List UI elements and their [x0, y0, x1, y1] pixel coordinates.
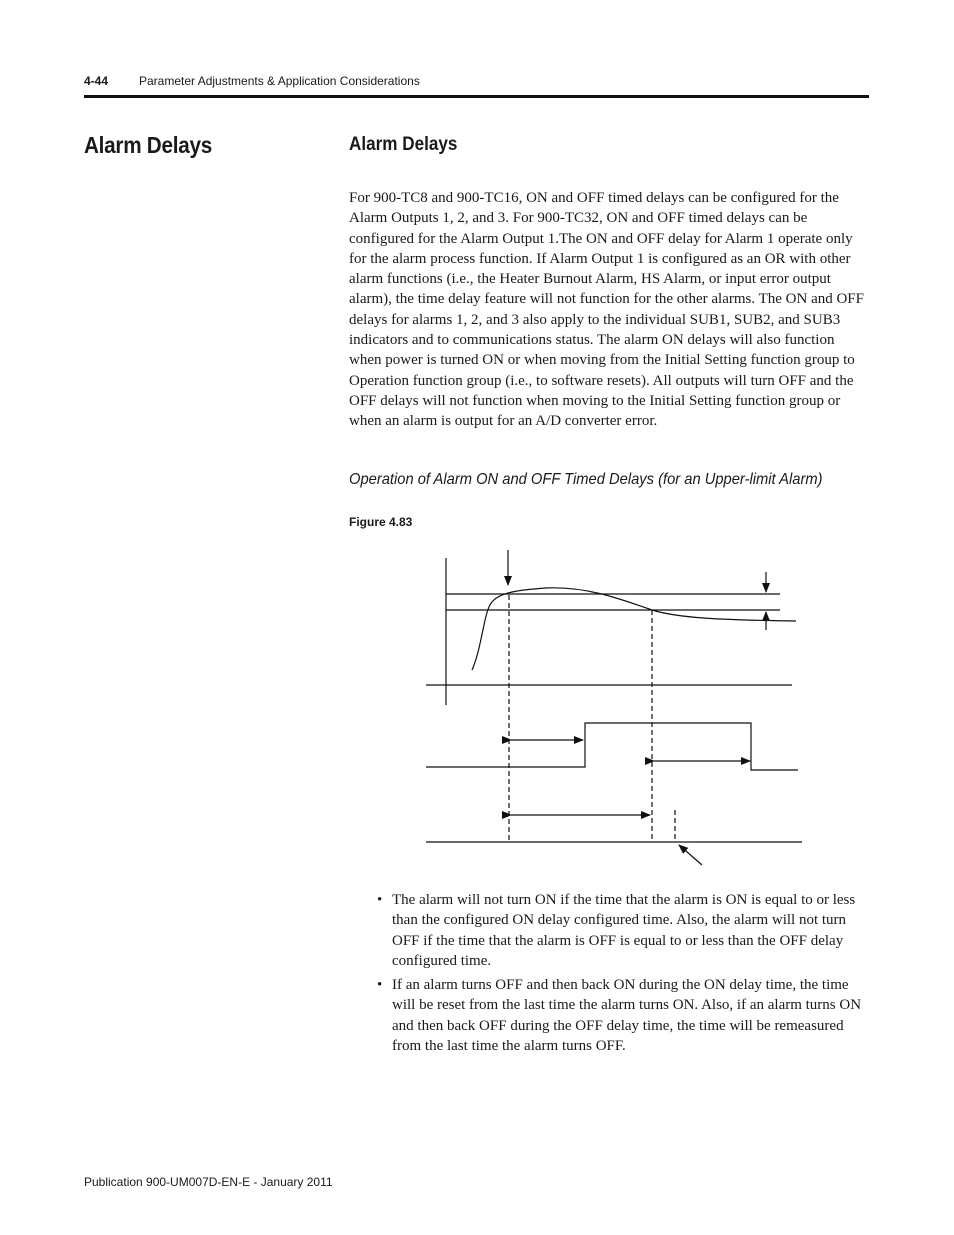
side-heading: Alarm Delays: [84, 132, 212, 158]
page-header: [84, 72, 869, 98]
header-rule: [84, 95, 869, 98]
bullet-list: [374, 890, 869, 1060]
list-item: [374, 890, 869, 971]
alarm-output-waveform: [426, 723, 798, 770]
page-footer: Publication 900-UM007D-EN-E - January 2011: [84, 1175, 333, 1189]
figure-subheading: Operation of Alarm ON and OFF Timed Delays (for an Upper-limit Alarm): [349, 471, 823, 488]
process-value-curve: [472, 588, 796, 670]
alarm-timing-diagram: [420, 540, 810, 875]
diagonal-pointer-arrow: [679, 845, 702, 865]
bullet-text: If an alarm turns OFF and then back ON during the ON delay time, the time will be reset from the last time the alarm turns ON. Also, if an alarm turns ON and then back OFF during the OFF delay time, the time will be remeasured from the last time the alarm turns OFF.: [392, 977, 862, 1055]
figure-label: Figure 4.83: [349, 515, 413, 529]
bullet-marker: •: [377, 977, 383, 994]
list-item: [374, 975, 869, 1056]
page-number: 4-44: [84, 74, 109, 88]
chapter-title: Parameter Adjustments & Application Considerations: [139, 74, 420, 88]
section-title: Alarm Delays: [349, 134, 458, 155]
bullet-text: The alarm will not turn ON if the time that the alarm is ON is equal to or less than the configured ON delay configured time. Also, the alarm will not turn OFF if the time that the alarm is OFF is equal to or less than the OFF delay configured time.: [392, 892, 856, 969]
bullet-marker: •: [377, 892, 383, 908]
body-paragraph: For 900-TC8 and 900-TC16, ON and OFF timed delays can be configured for the Alarm Outputs 1, 2, and 3. For 900-TC32, ON and OFF timed delays can be configured for the Alarm Output 1.The ON and OFF delay for Alarm 1 operate only for the alarm process function. If Alarm Output 1 is configured as an OR with other alarm functions (i.e., the Heater Burnout Alarm, HS Alarm, or input error output alarm), the time delay feature will not function for the other alarms. The ON and OFF delays for alarms 1, 2, and 3 also apply to the individual SUB1, SUB2, and SUB3 indicators and to communications status. The alarm ON delays will also function when power is turned ON or when moving from the Initial Setting function group to Operation function group (i.e., to software resets). All outputs will turn OFF and the OFF delays will not function when moving to the Initial Setting function group or when an alarm is output for an A/D converter error.: [349, 190, 864, 430]
